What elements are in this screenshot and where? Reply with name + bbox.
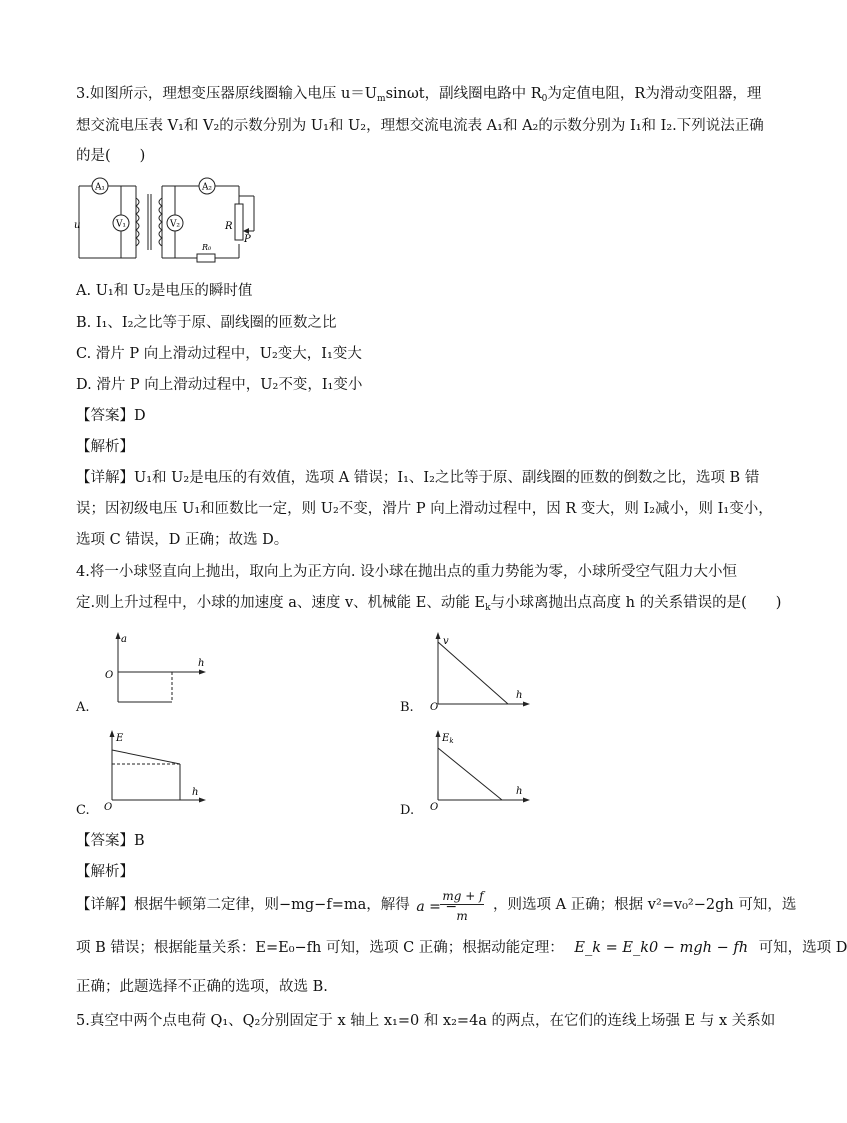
label-r0: R₀	[202, 243, 212, 252]
q4-detail-line-2: 项 B 错误；根据能量关系：E=E₀−fh 可知，选项 C 正确；根据动能定理： E_k = E_k0 − mgh − fh 可知，选项 D	[76, 940, 847, 956]
graph-a-acceleration-vs-height	[100, 630, 210, 710]
svg-text:a: a	[121, 634, 127, 645]
svg-text:v: v	[443, 636, 449, 647]
q3-detail-line-2: 误；因初级电压 U₁和匝数比一定，则 U₂不变，滑片 P 向上滑动过程中，因 R 变大，则 I₂减小，则 I₁变小，	[76, 501, 773, 517]
q3-stem-line-3: 的是( )	[76, 148, 146, 164]
ammeter-a2	[199, 178, 215, 194]
svg-text:O: O	[105, 670, 114, 681]
q3-stem-line-1: 3.如图所示，理想变压器原线圈输入电压 $u=U_m\sin\omega t$，副线圈电路中 $R_0$为定值电阻，R为滑动变阻器，理	[76, 86, 762, 104]
voltmeter-v2	[167, 215, 183, 231]
label-r: R	[225, 221, 233, 232]
label-u: u	[74, 220, 81, 231]
voltmeter-v1	[113, 215, 129, 231]
q4-detail-line-3: 正确；此题选择不正确的选项，故选 B.	[76, 979, 328, 995]
q4-stem-line-2: 定.则上升过程中，小球的加速度 a、速度 v、机械能 E、动能 $E_k$与小球离抛出点高度 h 的关系错误的是( )	[76, 595, 782, 613]
q5-stem-line-1: 5.真空中两个点电荷 Q₁、Q₂分别固定于 x 轴上 x₁=0 和 x₂=4a 的两点，在它们的连线上场强 E 与 x 关系如	[76, 1013, 776, 1029]
svg-text:Ek: $E_k$	[442, 733, 454, 745]
svg-text:V₂: V₂	[169, 219, 181, 230]
svg-text:h: h	[198, 658, 205, 669]
svg-text:O: O	[430, 802, 439, 813]
graph-c-energy-vs-height	[100, 728, 210, 814]
q3-analysis-heading: 【解析】	[76, 439, 134, 455]
svg-text:A₂: A₂	[201, 182, 213, 193]
label-p: P	[244, 234, 251, 245]
svg-text:O: O	[430, 702, 439, 713]
svg-text:E: E	[116, 733, 124, 744]
svg-text:h: h	[192, 787, 199, 798]
q3-option-c: C. 滑片 P 向上滑动过程中，U₂变大，I₁变大	[76, 346, 362, 362]
q3-detail-line-1: 【详解】U₁和 U₂是电压的有效值，选项 A 错误；I₁、I₂之比等于原、副线圈的匝数的倒数之比，选项 B 错	[76, 470, 760, 486]
svg-text:h: h	[516, 690, 523, 701]
graph-b-velocity-vs-height	[420, 630, 535, 712]
graph-d-label: D.	[400, 803, 415, 818]
formula-acceleration: a = − mg + f m	[416, 889, 484, 923]
q4-stem-line-1: 4.将一小球竖直向上抛出，取向上为正方向. 设小球在抛出点的重力势能为零，小球所受空气阻力大小恒	[76, 564, 738, 580]
q3-answer: 【答案】D	[76, 408, 146, 424]
svg-text:V₁: V₁	[115, 219, 127, 230]
graph-b-label: B.	[400, 700, 414, 715]
q3-option-b: B. I₁、I₂之比等于原、副线圈的匝数之比	[76, 315, 337, 331]
q3-detail-line-3: 选项 C 错误，D 正确；故选 D。	[76, 532, 289, 548]
ammeter-a1	[92, 178, 108, 194]
q3-option-d: D. 滑片 P 向上滑动过程中，U₂不变，I₁变小	[76, 377, 363, 393]
svg-text:A₁: A₁	[94, 182, 106, 193]
svg-text:h: h	[516, 786, 523, 797]
graph-c-label: C.	[76, 803, 90, 818]
graph-d-kinetic-energy-vs-height	[420, 728, 535, 814]
q4-analysis-heading: 【解析】	[76, 864, 134, 880]
transformer-circuit-diagram	[74, 176, 274, 268]
q3-stem-line-2: 想交流电压表 V₁和 V₂的示数分别为 U₁和 U₂，理想交流电流表 A₁和 A₂的示数分别为 I₁和 I₂.下列说法正确	[76, 118, 764, 134]
q4-detail-line-1: 【详解】根据牛顿第二定律，则−mg−f=ma，解得 a = − mg + f m ，则选项 A 正确；根据 v²=v₀²−2gh 可知，选	[76, 889, 797, 923]
q4-answer: 【答案】B	[76, 833, 145, 849]
formula-kinetic-energy: E_k = E_k0 − mgh − fh	[574, 940, 749, 956]
graph-a-label: A.	[76, 700, 90, 715]
q3-option-a: A. U₁和 U₂是电压的瞬时值	[76, 283, 253, 299]
svg-text:O: O	[104, 802, 113, 813]
